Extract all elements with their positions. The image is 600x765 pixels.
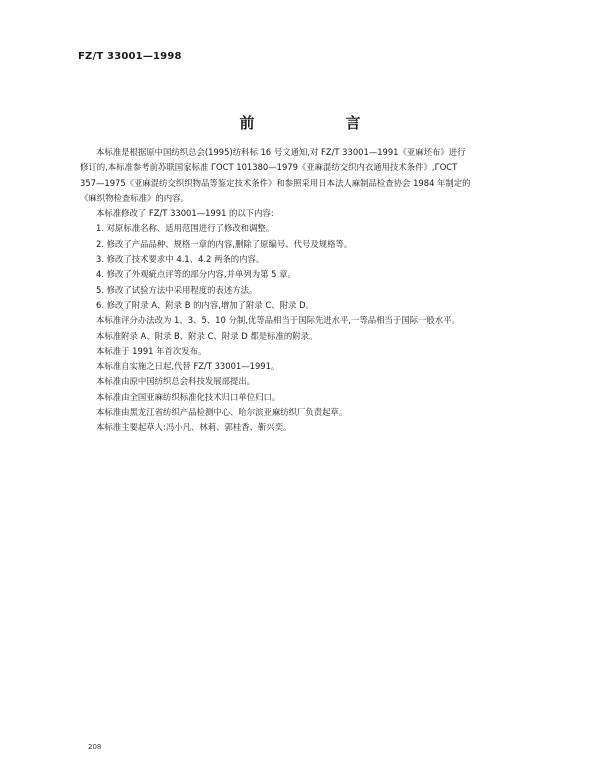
paragraph-line: 修订的,本标准参考前苏联国家标准 ГОСТ 101380—1979《亚麻混纺交织内衣通用技术条件》,ГОСТ [80,162,458,173]
list-item: 6. 修改了附录 A、附录 B 的内容,增加了附录 C、附录 D。 [96,299,314,310]
paragraph-line: 《麻织物检查标准》的内容。 [80,192,189,203]
paragraph-line: 本标准由全国亚麻纺织标准化技术归口单位归口。 [96,391,281,402]
foreword-body [80,145,556,436]
list-item: 1. 对原标准名称、适用范围进行了修改和调整。 [96,223,275,234]
paragraph-line: 357—1975《亚麻混纺交织织物品等鉴定技术条件》和参照采用日本法人麻制品检查协会 1984 年制定的 [80,177,471,188]
paragraph-line: 本标准是根据原中国纺织总会(1995)纺科标 16 号文通知,对 FZ/T 33001—1991《亚麻坯布》进行 [96,147,466,157]
list-item: 4. 修改了外观疵点评等的部分内容,并单列为第 5 章。 [96,269,296,280]
list-item: 2. 修改了产品品种、规格一章的内容,删除了原编号、代号及规格等。 [96,238,353,249]
paragraph-line: 本标准自实施之日起,代替 FZ/T 33001—1991。 [96,361,280,372]
paragraph-line: 本标准主要起草人:冯小凡、林莉、郭桂香、靳兴奕。 [96,422,292,433]
page-number: 208 [88,743,102,751]
list-item: 3. 修改了技术要求中 4.1、4.2 两条的内容。 [96,254,265,265]
standard-code: FZ/T 33001—1998 [78,51,182,62]
page-title: 前 言 [239,114,399,132]
paragraph-line: 本标准评分办法改为 1、3、5、10 分制,优等品相当于国际先进水平,一等品相当于国际一般水平。 [96,315,460,326]
paragraph-line: 本标准附录 A、附录 B、附录 C、附录 D 都是标准的附录。 [96,330,318,341]
paragraph-line: 本标准由黑龙江省纺织产品检测中心、哈尔滨亚麻纺织厂负责起草。 [96,407,348,418]
paragraph-line: 本标准修改了 FZ/T 33001—1991 的以下内容: [96,208,274,219]
paragraph-line: 本标准于 1991 年首次发布。 [96,345,207,356]
list-item: 5. 修改了试验方法中采用程度的表述方法。 [96,284,258,295]
paragraph-line: 本标准由原中国纺织总会科技发展部提出。 [96,376,256,387]
